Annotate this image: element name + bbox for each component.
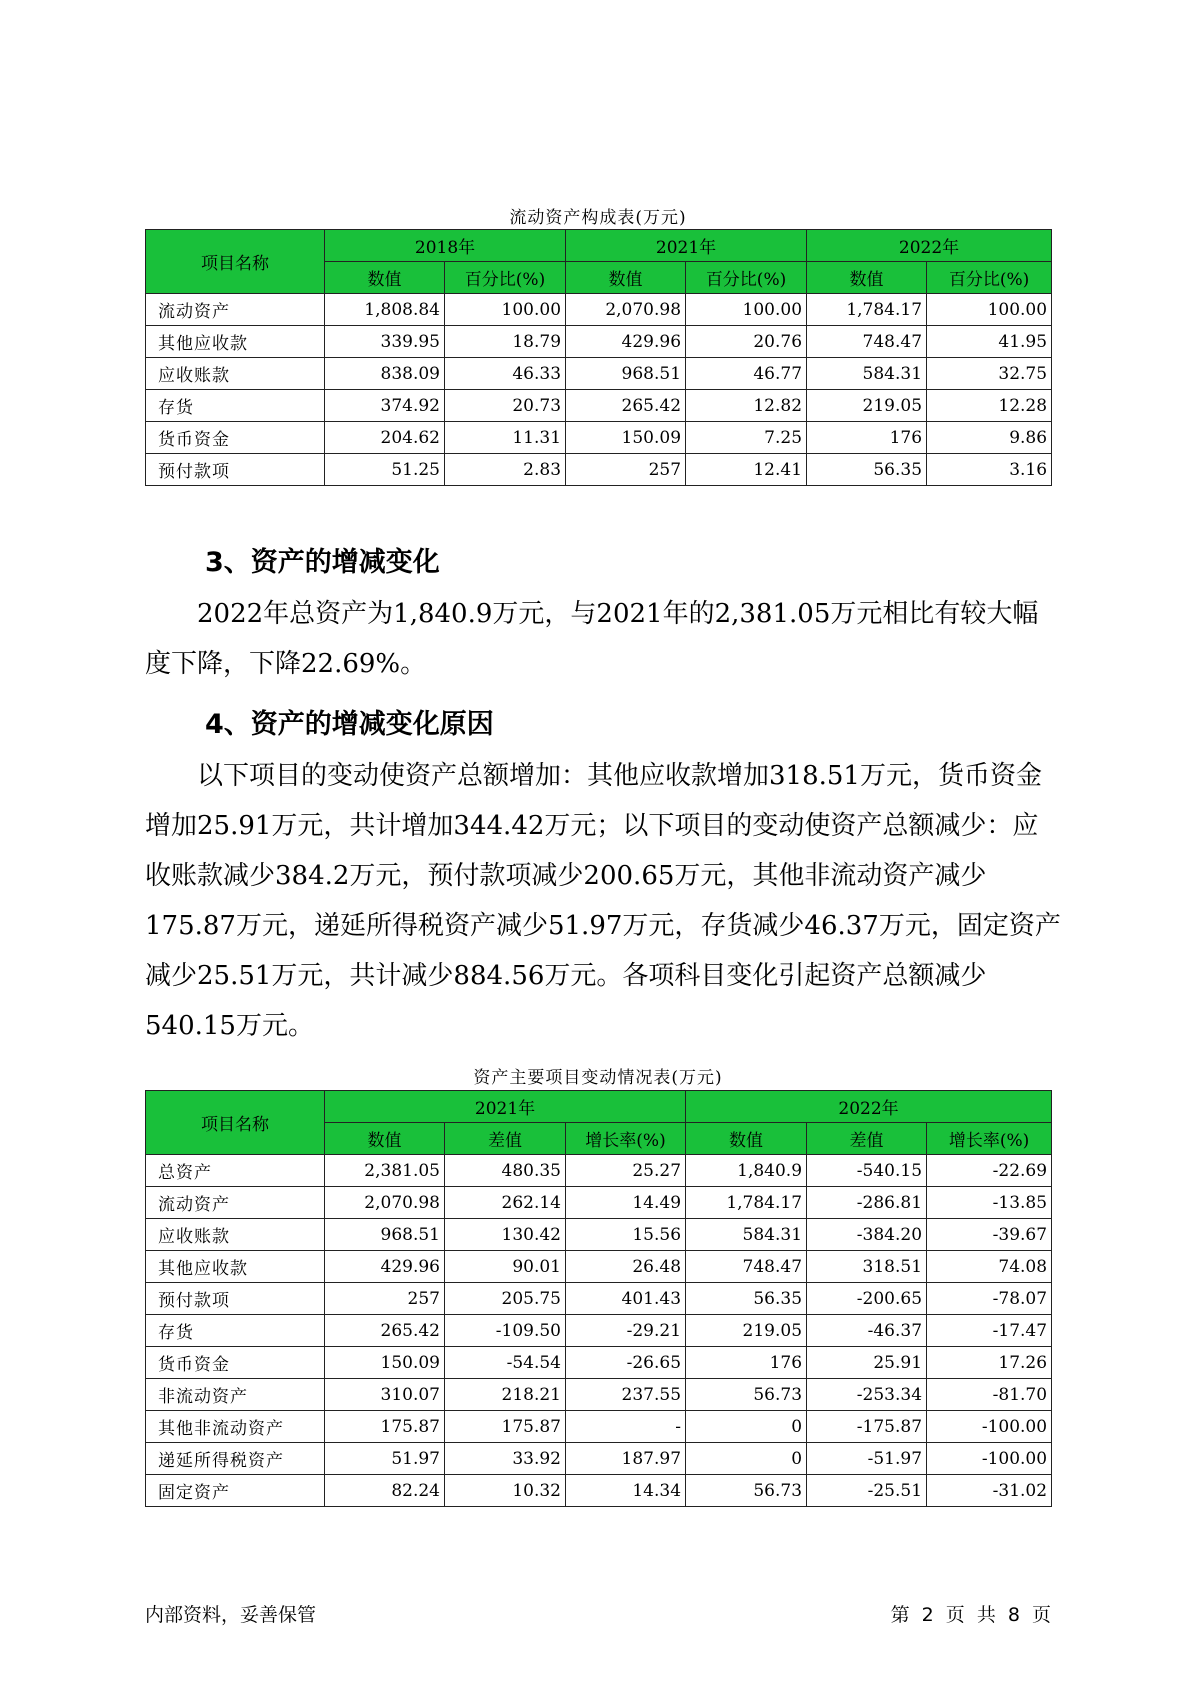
table-cell: 265.42 bbox=[566, 390, 686, 422]
table-cell: -25.51 bbox=[807, 1475, 927, 1507]
column-header: 差值 bbox=[807, 1123, 927, 1155]
row-label: 其他应收款 bbox=[146, 1251, 325, 1283]
table-cell: 33.92 bbox=[445, 1443, 566, 1475]
row-label: 存货 bbox=[146, 390, 325, 422]
table-row bbox=[146, 1283, 1052, 1315]
column-header: 数值 bbox=[566, 262, 686, 294]
table-cell: 10.32 bbox=[445, 1475, 566, 1507]
table-cell: 968.51 bbox=[325, 1219, 445, 1251]
row-label: 固定资产 bbox=[146, 1475, 325, 1507]
table-cell: 3.16 bbox=[927, 454, 1052, 486]
table-cell: 257 bbox=[325, 1283, 445, 1315]
row-label: 应收账款 bbox=[146, 1219, 325, 1251]
table-cell: 2,381.05 bbox=[325, 1155, 445, 1187]
row-label: 预付款项 bbox=[146, 1283, 325, 1315]
table-cell: 0 bbox=[686, 1411, 807, 1443]
column-header: 增长率(%) bbox=[927, 1123, 1052, 1155]
table-row bbox=[146, 1379, 1052, 1411]
table-cell: -100.00 bbox=[927, 1411, 1052, 1443]
table-row bbox=[146, 390, 1052, 422]
table-cell: 56.35 bbox=[686, 1283, 807, 1315]
table-cell: 41.95 bbox=[927, 326, 1052, 358]
table-cell: 584.31 bbox=[807, 358, 927, 390]
table1-caption: 流动资产构成表(万元) bbox=[509, 208, 687, 228]
paragraph-change-reasons: 以下项目的变动使资产总额增加：其他应收款增加318.51万元，货币资金增加25.91万元，共计增加344.42万元；以下项目的变动使资产总额减少：应收账款减少384.2万元，预付款项减少200.65万元，其他非流动资产减少175.87万元，递延所得税资产减少51.97万元，存货减少46.37万元，固定资产减少25.51万元，共计减少884.56万元。各项科目变化引起资产总额减少540.15万元。 bbox=[145, 761, 1061, 1041]
table-cell: 12.41 bbox=[686, 454, 807, 486]
table-cell: 2,070.98 bbox=[566, 294, 686, 326]
row-label: 存货 bbox=[146, 1315, 325, 1347]
table-cell: 56.73 bbox=[686, 1475, 807, 1507]
row-label: 流动资产 bbox=[146, 1187, 325, 1219]
table-cell: -109.50 bbox=[445, 1315, 566, 1347]
table-row bbox=[146, 1411, 1052, 1443]
row-label: 其他应收款 bbox=[146, 326, 325, 358]
table-cell: 205.75 bbox=[445, 1283, 566, 1315]
table-cell: -200.65 bbox=[807, 1283, 927, 1315]
table-cell: 175.87 bbox=[325, 1411, 445, 1443]
table-cell: 56.73 bbox=[686, 1379, 807, 1411]
table-cell: 20.73 bbox=[445, 390, 566, 422]
name-column-header: 项目名称 bbox=[146, 230, 325, 294]
table-cell: 7.25 bbox=[686, 422, 807, 454]
row-label: 非流动资产 bbox=[146, 1379, 325, 1411]
table-cell: 17.26 bbox=[927, 1347, 1052, 1379]
column-header: 数值 bbox=[686, 1123, 807, 1155]
row-label: 其他非流动资产 bbox=[146, 1411, 325, 1443]
table-cell: -29.21 bbox=[566, 1315, 686, 1347]
year-header: 2021年 bbox=[566, 230, 807, 262]
table-cell: -81.70 bbox=[927, 1379, 1052, 1411]
table-cell: 748.47 bbox=[686, 1251, 807, 1283]
table-cell: 100.00 bbox=[686, 294, 807, 326]
table-cell: 0 bbox=[686, 1443, 807, 1475]
year-header: 2022年 bbox=[686, 1091, 1052, 1123]
table-cell: 310.07 bbox=[325, 1379, 445, 1411]
table-cell: -51.97 bbox=[807, 1443, 927, 1475]
column-header: 百分比(%) bbox=[927, 262, 1052, 294]
current-assets-table bbox=[145, 229, 1052, 486]
table-row bbox=[146, 358, 1052, 390]
table-cell: -54.54 bbox=[445, 1347, 566, 1379]
table2-caption: 资产主要项目变动情况表(万元) bbox=[473, 1068, 723, 1088]
table-row bbox=[146, 1315, 1052, 1347]
table-cell: 11.31 bbox=[445, 422, 566, 454]
table-body bbox=[146, 294, 1052, 486]
table-row bbox=[146, 1251, 1052, 1283]
table-cell: 204.62 bbox=[325, 422, 445, 454]
row-label: 递延所得税资产 bbox=[146, 1443, 325, 1475]
table-cell: 2.83 bbox=[445, 454, 566, 486]
table-cell: - bbox=[566, 1411, 686, 1443]
table-cell: 176 bbox=[686, 1347, 807, 1379]
table-cell: 480.35 bbox=[445, 1155, 566, 1187]
table-cell: 187.97 bbox=[566, 1443, 686, 1475]
table-row bbox=[146, 1187, 1052, 1219]
table-cell: 56.35 bbox=[807, 454, 927, 486]
table-cell: 18.79 bbox=[445, 326, 566, 358]
table-cell: 9.86 bbox=[927, 422, 1052, 454]
table-cell: -175.87 bbox=[807, 1411, 927, 1443]
table-cell: 90.01 bbox=[445, 1251, 566, 1283]
table-cell: -384.20 bbox=[807, 1219, 927, 1251]
row-label: 货币资金 bbox=[146, 422, 325, 454]
table-cell: 74.08 bbox=[927, 1251, 1052, 1283]
table-cell: 130.42 bbox=[445, 1219, 566, 1251]
table-cell: -39.67 bbox=[927, 1219, 1052, 1251]
table-cell: -253.34 bbox=[807, 1379, 927, 1411]
table-cell: -13.85 bbox=[927, 1187, 1052, 1219]
table-body bbox=[146, 1155, 1052, 1507]
table-cell: 968.51 bbox=[566, 358, 686, 390]
row-label: 流动资产 bbox=[146, 294, 325, 326]
table-cell: 51.25 bbox=[325, 454, 445, 486]
table-cell: 838.09 bbox=[325, 358, 445, 390]
table-cell: 2,070.98 bbox=[325, 1187, 445, 1219]
section-heading-change-reasons: 4、资产的增减变化原因 bbox=[205, 709, 494, 740]
section-heading-asset-change: 3、资产的增减变化 bbox=[205, 547, 440, 578]
table-cell: 12.82 bbox=[686, 390, 807, 422]
table-row bbox=[146, 454, 1052, 486]
table-cell: 14.49 bbox=[566, 1187, 686, 1219]
table-cell: 339.95 bbox=[325, 326, 445, 358]
table-row bbox=[146, 1347, 1052, 1379]
table-cell: 12.28 bbox=[927, 390, 1052, 422]
table-cell: 82.24 bbox=[325, 1475, 445, 1507]
table-cell: 14.34 bbox=[566, 1475, 686, 1507]
table-cell: 219.05 bbox=[686, 1315, 807, 1347]
year-header: 2021年 bbox=[325, 1091, 686, 1123]
table-row bbox=[146, 326, 1052, 358]
row-label: 预付款项 bbox=[146, 454, 325, 486]
column-header: 增长率(%) bbox=[566, 1123, 686, 1155]
column-header: 差值 bbox=[445, 1123, 566, 1155]
column-header: 百分比(%) bbox=[686, 262, 807, 294]
table-cell: 584.31 bbox=[686, 1219, 807, 1251]
table-cell: 218.21 bbox=[445, 1379, 566, 1411]
table-cell: 100.00 bbox=[445, 294, 566, 326]
column-header: 数值 bbox=[325, 262, 445, 294]
table-cell: 46.33 bbox=[445, 358, 566, 390]
table-cell: 429.96 bbox=[325, 1251, 445, 1283]
table-cell: -31.02 bbox=[927, 1475, 1052, 1507]
table-cell: 20.76 bbox=[686, 326, 807, 358]
asset-changes-table bbox=[145, 1090, 1052, 1507]
table-cell: 100.00 bbox=[927, 294, 1052, 326]
table-cell: 25.27 bbox=[566, 1155, 686, 1187]
table-cell: 1,784.17 bbox=[686, 1187, 807, 1219]
table-cell: -22.69 bbox=[927, 1155, 1052, 1187]
table-cell: 429.96 bbox=[566, 326, 686, 358]
table-cell: 1,784.17 bbox=[807, 294, 927, 326]
table-cell: 150.09 bbox=[566, 422, 686, 454]
footer-confidential-note: 内部资料，妥善保管 bbox=[145, 1604, 317, 1626]
column-header: 数值 bbox=[807, 262, 927, 294]
table-cell: 32.75 bbox=[927, 358, 1052, 390]
table-cell: 257 bbox=[566, 454, 686, 486]
table-cell: 15.56 bbox=[566, 1219, 686, 1251]
table-cell: -100.00 bbox=[927, 1443, 1052, 1475]
table-row bbox=[146, 422, 1052, 454]
footer-page-number: 第 2 页 共 8 页 bbox=[890, 1604, 1051, 1626]
table-cell: 46.77 bbox=[686, 358, 807, 390]
table-cell: 748.47 bbox=[807, 326, 927, 358]
table-cell: 1,808.84 bbox=[325, 294, 445, 326]
year-header: 2018年 bbox=[325, 230, 566, 262]
name-column-header: 项目名称 bbox=[146, 1091, 325, 1155]
row-label: 应收账款 bbox=[146, 358, 325, 390]
row-label: 总资产 bbox=[146, 1155, 325, 1187]
table-cell: -286.81 bbox=[807, 1187, 927, 1219]
paragraph-asset-change: 2022年总资产为1,840.9万元，与2021年的2,381.05万元相比有较大幅度下降，下降22.69%。 bbox=[145, 599, 1039, 679]
column-header: 数值 bbox=[325, 1123, 445, 1155]
row-label: 货币资金 bbox=[146, 1347, 325, 1379]
table-cell: 374.92 bbox=[325, 390, 445, 422]
table-cell: 150.09 bbox=[325, 1347, 445, 1379]
table-cell: 1,840.9 bbox=[686, 1155, 807, 1187]
year-header: 2022年 bbox=[807, 230, 1052, 262]
table-cell: 175.87 bbox=[445, 1411, 566, 1443]
table-cell: 401.43 bbox=[566, 1283, 686, 1315]
table-row bbox=[146, 1475, 1052, 1507]
table-cell: 237.55 bbox=[566, 1379, 686, 1411]
table-cell: -17.47 bbox=[927, 1315, 1052, 1347]
table-cell: 219.05 bbox=[807, 390, 927, 422]
table-cell: 176 bbox=[807, 422, 927, 454]
table-cell: 265.42 bbox=[325, 1315, 445, 1347]
table-cell: 26.48 bbox=[566, 1251, 686, 1283]
table-row bbox=[146, 1443, 1052, 1475]
table-row bbox=[146, 294, 1052, 326]
table-cell: 262.14 bbox=[445, 1187, 566, 1219]
table-cell: -540.15 bbox=[807, 1155, 927, 1187]
table-cell: -26.65 bbox=[566, 1347, 686, 1379]
table-cell: -46.37 bbox=[807, 1315, 927, 1347]
table-cell: 25.91 bbox=[807, 1347, 927, 1379]
table-row bbox=[146, 1219, 1052, 1251]
table-cell: 51.97 bbox=[325, 1443, 445, 1475]
table-cell: -78.07 bbox=[927, 1283, 1052, 1315]
table-row bbox=[146, 1155, 1052, 1187]
table-cell: 318.51 bbox=[807, 1251, 927, 1283]
column-header: 百分比(%) bbox=[445, 262, 566, 294]
